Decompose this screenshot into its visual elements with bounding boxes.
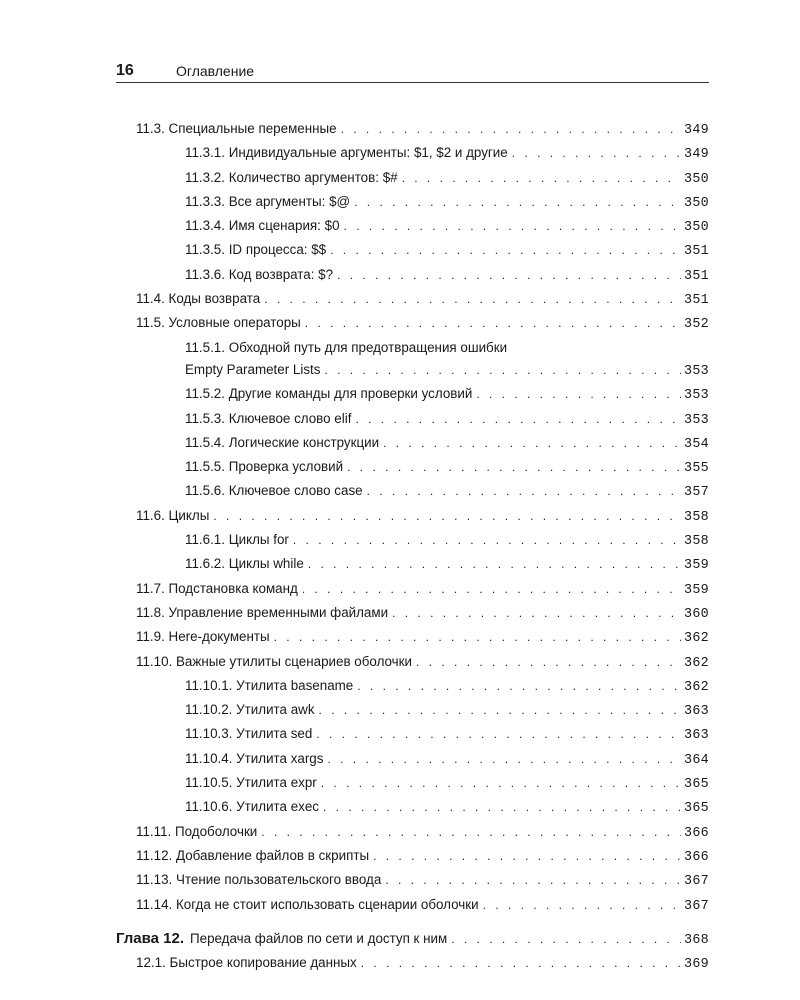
toc-entry-number: 11.4. xyxy=(136,291,165,307)
toc-entry-number: 11.5. xyxy=(136,315,165,331)
dot-leader xyxy=(383,432,681,454)
toc-entry-row xyxy=(185,748,709,772)
dot-leader xyxy=(293,529,681,551)
toc-entry-title: Добавление файлов в скрипты xyxy=(175,847,370,863)
toc-entry xyxy=(116,772,709,796)
toc-entry-row xyxy=(185,675,709,699)
dot-leader xyxy=(344,215,681,237)
dot-leader xyxy=(355,408,681,430)
toc-entry xyxy=(116,796,709,820)
toc-entry-page: 353 xyxy=(683,388,709,404)
toc-entry-first-line xyxy=(185,337,709,359)
dot-leader xyxy=(330,239,681,261)
dot-leader xyxy=(385,869,681,891)
toc-entry-title: Утилита basename xyxy=(236,677,354,693)
toc-entry xyxy=(116,952,709,976)
toc-entry-page: 363 xyxy=(683,704,709,720)
running-header xyxy=(116,60,709,83)
dot-leader xyxy=(341,118,681,140)
toc-entry-page: 362 xyxy=(683,679,709,695)
toc-entry-page: 358 xyxy=(683,509,709,525)
dot-leader xyxy=(261,821,681,843)
dot-leader xyxy=(319,699,681,721)
toc-entry xyxy=(116,480,709,504)
toc-entry-row xyxy=(136,118,709,142)
toc-entry xyxy=(116,821,709,845)
toc-entry-title: Обходной путь для предотвращения ошибки xyxy=(228,339,508,355)
toc-entry xyxy=(116,408,709,432)
dot-leader xyxy=(327,748,681,770)
toc-entry-page: 349 xyxy=(683,123,709,138)
dot-leader xyxy=(213,505,681,527)
toc-entry xyxy=(116,432,709,456)
toc-entry-row xyxy=(136,651,709,675)
toc-entry-title: Утилита awk xyxy=(236,702,315,718)
toc-entry-page: 349 xyxy=(683,147,709,163)
toc-entry-number: 11.5.6. xyxy=(185,483,225,499)
toc-entry xyxy=(116,337,709,384)
toc-entry-page: 364 xyxy=(683,752,709,768)
toc-entry xyxy=(116,239,709,263)
toc-entry xyxy=(116,529,709,553)
toc-entry-title: Быстрое копирование данных xyxy=(169,955,357,971)
toc-entry-title: Условные операторы xyxy=(168,315,301,331)
toc-entry-title: Циклы while xyxy=(228,556,304,572)
toc-entry xyxy=(116,553,709,577)
toc-entry-title: Количество аргументов: $# xyxy=(228,169,398,185)
toc-entry-number: 11.3.6. xyxy=(185,266,225,282)
toc-entry-row xyxy=(136,869,709,893)
dot-leader xyxy=(308,553,681,575)
toc-entry-number: 11.8. xyxy=(136,604,165,620)
toc-entry-page: 350 xyxy=(683,195,709,211)
toc-entry-row xyxy=(185,553,709,577)
dot-leader xyxy=(337,264,681,286)
toc-entry-title: Утилита xargs xyxy=(236,750,324,766)
toc-entry-page: 359 xyxy=(683,582,709,598)
toc-entry-page: 366 xyxy=(683,825,709,841)
toc-entry-title: Другие команды для проверки условий xyxy=(228,386,473,402)
toc-entry-number: 11.5.4. xyxy=(185,434,225,450)
toc-entry xyxy=(116,312,709,336)
running-title: Оглавление xyxy=(176,63,255,79)
toc-entry-page: 365 xyxy=(683,801,709,817)
toc-entry-row xyxy=(136,952,709,976)
toc-entry xyxy=(116,626,709,650)
dot-leader xyxy=(305,312,681,334)
toc-entry-number: 11.3.1. xyxy=(185,145,225,161)
toc-entry-page: 360 xyxy=(683,606,709,622)
dot-leader xyxy=(483,894,681,916)
toc-entry-title: Циклы xyxy=(168,507,210,523)
toc-entry-page: 363 xyxy=(683,728,709,744)
toc-entry xyxy=(116,578,709,602)
toc-entry-title: Подстановка команд xyxy=(168,580,298,596)
toc-entry-number: 11.10. xyxy=(136,653,173,669)
toc-entry xyxy=(116,699,709,723)
dot-leader xyxy=(451,928,681,950)
toc-entry-number: 11.10.1. xyxy=(185,677,233,693)
toc-entry xyxy=(116,456,709,480)
toc-entry-title: Ключевое слово case xyxy=(228,483,363,499)
toc-entry-number: 11.3.4. xyxy=(185,218,225,234)
toc-entry-row xyxy=(136,894,709,918)
dot-leader xyxy=(274,626,681,648)
toc-entry-title: Проверка условий xyxy=(228,459,344,475)
toc-entry-title: Подоболочки xyxy=(174,823,258,839)
toc-entry-title: Код возврата: $? xyxy=(228,266,334,282)
toc-entry-number: 11.5.3. xyxy=(185,410,225,426)
toc-entry xyxy=(116,894,709,918)
toc-entry-row xyxy=(136,505,709,529)
toc-entry-title: Специальные переменные xyxy=(168,121,337,136)
toc-entry-row xyxy=(185,215,709,239)
dot-leader xyxy=(373,845,681,867)
dot-leader xyxy=(357,675,681,697)
toc-entry-row xyxy=(185,796,709,820)
toc-entry-title: Ключевое слово elif xyxy=(228,410,352,426)
toc-entry-number: 11.3. xyxy=(136,121,165,136)
toc-entry-row xyxy=(136,845,709,869)
toc-entry-number: 11.10.4. xyxy=(185,750,233,766)
toc-entry xyxy=(116,675,709,699)
dot-leader xyxy=(324,359,681,381)
toc-entry-title: Утилита expr xyxy=(236,775,317,791)
dot-leader xyxy=(321,772,681,794)
toc-entry-page: 350 xyxy=(683,220,709,236)
toc-entry-page: 365 xyxy=(683,777,709,793)
toc-entry-page: 351 xyxy=(683,293,709,309)
toc-entry-page: 357 xyxy=(683,485,709,501)
toc-entry-page: 353 xyxy=(683,363,709,379)
toc-entry-title: Коды возврата xyxy=(168,291,261,307)
toc-entry-title: Когда не стоит использовать сценарии оболочки xyxy=(175,896,479,912)
toc-entry-page: 353 xyxy=(683,412,709,428)
toc-entry-page: 358 xyxy=(683,534,709,550)
toc-entry-number: 11.5.2. xyxy=(185,386,225,402)
toc-entry xyxy=(116,845,709,869)
dot-leader xyxy=(392,602,681,624)
toc-entry-row xyxy=(185,239,709,263)
toc-entry-title: Логические конструкции xyxy=(228,434,380,450)
toc-entry-page: 354 xyxy=(683,436,709,452)
toc-entry-title: Циклы for xyxy=(228,532,289,548)
toc-entry-row xyxy=(136,578,709,602)
toc-entry-number: 11.3.3. xyxy=(185,193,225,209)
toc-entry-page: 362 xyxy=(683,631,709,647)
toc-entry xyxy=(116,118,709,142)
toc-entry xyxy=(116,191,709,215)
toc-entry-number: 11.12. xyxy=(136,847,173,863)
toc-entry-number: 12.1. xyxy=(136,955,166,971)
toc-entry-row xyxy=(185,359,709,383)
toc-entry-row xyxy=(136,312,709,336)
toc-entry-number: 11.10.6. xyxy=(185,799,233,815)
toc-entry-number: 11.7. xyxy=(136,580,165,596)
toc-entry-page: 367 xyxy=(683,898,709,914)
toc-entry-row xyxy=(185,432,709,456)
toc-entry-number: 11.6.2. xyxy=(185,556,225,572)
dot-leader xyxy=(361,952,681,974)
toc-entry-title: ID процесса: $$ xyxy=(228,242,327,258)
toc-entry-number: 11.13. xyxy=(136,872,173,888)
toc-entry xyxy=(116,142,709,166)
toc-entry-number: 11.5.5. xyxy=(185,459,225,475)
dot-leader xyxy=(323,796,681,818)
toc-entry-row xyxy=(185,191,709,215)
toc-entry-row xyxy=(185,167,709,191)
toc-entry-row xyxy=(185,699,709,723)
toc-entry-number: 11.6.1. xyxy=(185,532,225,548)
toc-entry-page: 355 xyxy=(683,461,709,477)
toc-entry-row xyxy=(185,264,709,288)
dot-leader xyxy=(347,456,681,478)
toc-entry-row xyxy=(185,383,709,407)
toc-entry-number: 11.10.3. xyxy=(185,726,233,742)
toc-entry-title: Утилита sed xyxy=(236,726,313,742)
dot-leader xyxy=(316,723,681,745)
dot-leader xyxy=(264,288,681,310)
toc-entry-row xyxy=(185,723,709,747)
toc-entry-page: 352 xyxy=(683,317,709,333)
toc-entry-number: 11.6. xyxy=(136,507,165,523)
toc-entry xyxy=(116,869,709,893)
toc-entry-row xyxy=(185,142,709,166)
toc-entry-page: 368 xyxy=(683,932,709,948)
toc-entry xyxy=(116,264,709,288)
toc-entry-row xyxy=(116,928,709,952)
toc-entry-row xyxy=(185,480,709,504)
toc-entry-title: Имя сценария: $0 xyxy=(228,218,340,234)
toc-entry-page: 351 xyxy=(683,244,709,260)
toc-entry-number: 11.3.5. xyxy=(185,242,225,258)
toc-entry-number: 11.9. xyxy=(136,629,165,645)
toc-entry xyxy=(116,651,709,675)
toc-entry xyxy=(116,383,709,407)
toc-entry-page: 359 xyxy=(683,558,709,574)
dot-leader xyxy=(302,578,681,600)
toc-entry-title-continued: Empty Parameter Lists xyxy=(185,361,321,377)
toc-entry xyxy=(116,167,709,191)
toc-entry-row xyxy=(136,288,709,312)
toc-entry xyxy=(116,215,709,239)
dot-leader xyxy=(476,383,681,405)
page-number: 16 xyxy=(116,62,134,79)
dot-leader xyxy=(354,191,681,213)
toc-entry-title: Here-документы xyxy=(168,629,270,645)
toc-entry-number: 11.11. xyxy=(136,823,172,839)
toc-entry xyxy=(116,288,709,312)
toc-entry-number: 11.3.2. xyxy=(185,169,225,185)
toc-entry xyxy=(116,602,709,626)
toc-entry-number: 11.10.2. xyxy=(185,702,233,718)
table-of-contents xyxy=(116,118,709,976)
dot-leader xyxy=(402,167,681,189)
toc-entry xyxy=(116,723,709,747)
toc-entry-row xyxy=(185,529,709,553)
toc-entry-title: Все аргументы: $@ xyxy=(228,193,351,209)
toc-entry-number: 11.14. xyxy=(136,896,173,912)
toc-entry-title: Управление временными файлами xyxy=(168,604,389,620)
toc-entry-row xyxy=(136,602,709,626)
toc-entry-page: 369 xyxy=(683,957,709,973)
toc-entry-title: Индивидуальные аргументы: $1, $2 и другие xyxy=(228,145,508,161)
toc-entry-title: Важные утилиты сценариев оболочки xyxy=(175,653,413,669)
chapter-entry xyxy=(116,928,709,952)
toc-entry-page: 367 xyxy=(683,874,709,890)
toc-entry-title: Чтение пользовательского ввода xyxy=(175,872,382,888)
dot-leader xyxy=(367,480,681,502)
toc-entry-number: 11.10.5. xyxy=(185,775,233,791)
toc-entry-title: Передача файлов по сети и доступ к ним xyxy=(190,930,448,946)
dot-leader xyxy=(416,651,681,673)
toc-entry-row xyxy=(185,772,709,796)
toc-entry-row xyxy=(136,821,709,845)
toc-entry-page: 350 xyxy=(683,171,709,187)
toc-entry-page: 366 xyxy=(683,849,709,865)
toc-entry xyxy=(116,505,709,529)
toc-entry-row xyxy=(185,456,709,480)
toc-entry-row xyxy=(185,408,709,432)
toc-entry-page: 351 xyxy=(683,268,709,284)
chapter-label: Глава 12. xyxy=(116,929,185,947)
toc-entry-row xyxy=(136,626,709,650)
toc-entry-title: Утилита exec xyxy=(236,799,319,815)
toc-entry-page: 362 xyxy=(683,655,709,671)
toc-entry-number: 11.5.1. xyxy=(185,339,225,355)
dot-leader xyxy=(512,142,681,164)
toc-entry xyxy=(116,748,709,772)
